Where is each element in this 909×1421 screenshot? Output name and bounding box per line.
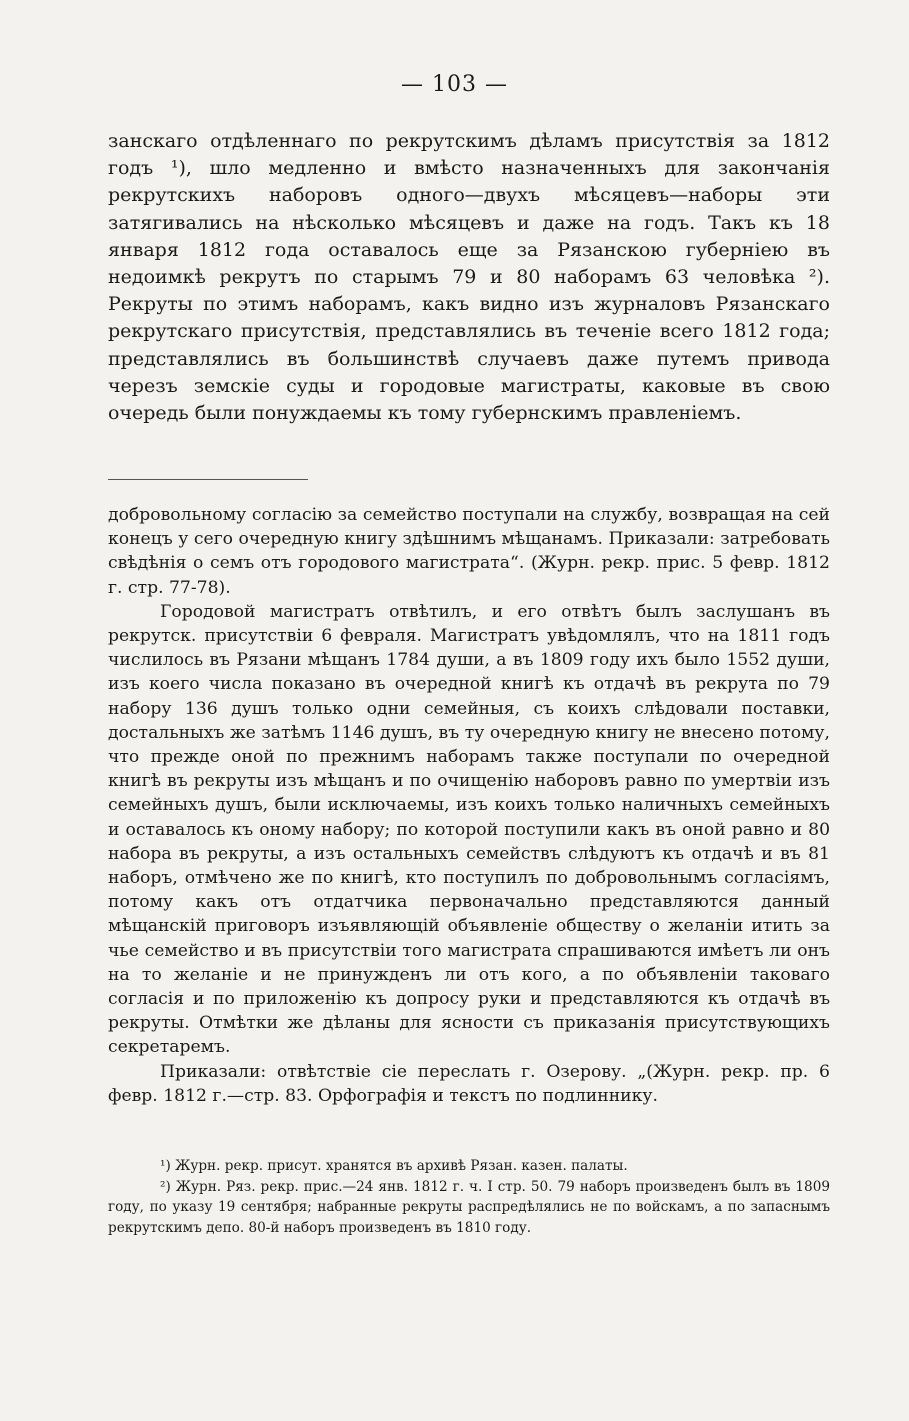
main-text <box>108 128 830 427</box>
note-paragraph-2: Городовой магистратъ отвѣтилъ, и его отвѣтъ былъ заслушанъ въ рекрутск. присутствіи 6 февраля. Магистратъ увѣдомлялъ, что на 1811 годъ числилось въ Рязани мѣщанъ 1784 души, а въ 1809 году ихъ было 1552 души, изъ коего числа показано въ очередной книгѣ къ отдачѣ въ рекрута по 79 набору 136 душъ только одни семейныя, съ коихъ слѣдовали поставки, достальныхъ же затѣмъ 1146 душъ, въ ту очередную книгу не внесено потому, что прежде оной по прежнимъ наборамъ также поступали по очередной книгѣ въ рекруты изъ мѣщанъ и по очищенію наборовъ равно по умертвіи изъ семейныхъ душъ, были исключаемы, изъ коихъ только наличныхъ семейныхъ и оставалось къ оному набору; по которой поступили какъ въ оной равно и 80 набора въ рекруты, а изъ остальныхъ семействъ слѣдуютъ къ отдачѣ и въ 81 наборъ, отмѣчено же по книгѣ, кто поступилъ по добровольнымъ согласіямъ, потому какъ отъ отдатчика первоначально представляются данный мѣщанскій приговоръ изъявляющій объявленіе обществу о желаніи итить за чье семейство и въ присутствіи того магистрата спрашиваются имѣетъ ли онъ на то желаніе и не принужденъ ли отъ кого, а по объявленіи таковаго согласія и по приложенію къ допросу руки и представляются къ отдачѣ въ рекруты. Отмѣтки же дѣланы для ясности съ приказанія присутствующихъ секретаремъ. <box>108 601 830 1058</box>
note-paragraph-3: Приказали: отвѣтствіе сіе переслать г. Озерову. „(Журн. рекр. пр. 6 февр. 1812 г.—стр. 83. Орфографія и текстъ по подлиннику. <box>108 1061 830 1106</box>
note-paragraph-1: добровольному согласію за семейство поступали на службу, возвращая на сей конецъ у сего очередную книгу здѣшнимъ мѣщанамъ. Приказали: затребовать свѣдѣнія о семъ отъ городового магистрата“. (Журн. рекр. прис. 5 февр. 1812 г. стр. 77‑78). <box>108 505 830 598</box>
footnotes <box>108 1156 830 1238</box>
continued-footnote <box>108 503 830 1108</box>
main-paragraph: занскаго отдѣленнаго по рекрутскимъ дѣламъ присутствія за 1812 годъ ¹), шло медленно и вмѣсто назначенныхъ для закончанія рекрутскихъ наборовъ одного—двухъ мѣсяцевъ—наборы эти затягивались на нѣсколько мѣсяцевъ и даже на годъ. Такъ къ 18 января 1812 года оставалось еще за Рязанскою губерніею въ недоимкѣ рекрутъ по старымъ 79 и 80 наборамъ 63 человѣка ²). Рекруты по этимъ наборамъ, какъ видно изъ журналовъ Рязанскаго рекрутскаго присутствія, представлялись въ теченіе всего 1812 года; представлялись въ большинствѣ случаевъ даже путемъ привода черезъ земскіе суды и городовые магистраты, каковые въ свою очередь были понуждаемы къ тому губернскимъ правленіемъ. <box>108 130 830 425</box>
footnote-separator <box>108 479 308 480</box>
page-number: — 103 — <box>401 72 508 97</box>
footnote-1: ¹) Журн. рекр. присут. хранятся въ архивѣ Рязан. казен. палаты. <box>160 1158 628 1174</box>
footnote-2: ²) Журн. Ряз. рекр. прис.—24 янв. 1812 г. ч. I стр. 50. 79 наборъ произведенъ былъ въ 1809 году, по указу 19 сентября; набранные рекруты распредѣлялись не по войскамъ, а по запаснымъ рекрутскимъ депо. 80-й наборъ произведенъ въ 1810 году. <box>108 1178 830 1236</box>
